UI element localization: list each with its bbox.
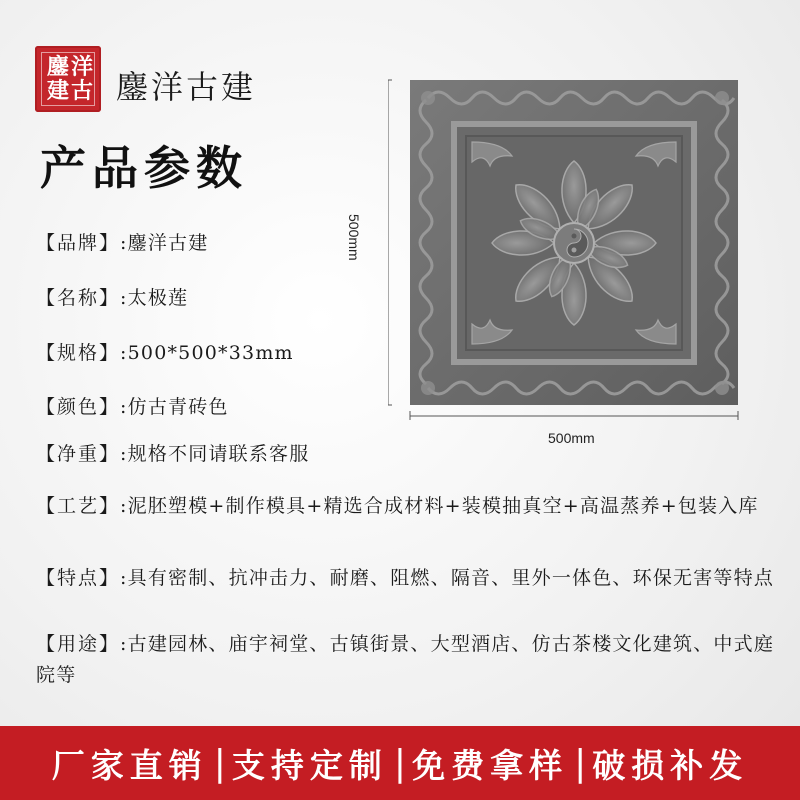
spec-label: 【用途】: [36, 633, 121, 655]
spec-value: :鏖洋古建: [120, 232, 209, 254]
spec-value: :规格不同请联系客服: [120, 443, 310, 465]
spec-label: 【颜色】: [36, 396, 121, 418]
spec-label: 【规格】: [36, 342, 121, 364]
dimension-width-label: 500mm: [548, 430, 595, 446]
spec-label: 【工艺】: [36, 495, 121, 517]
spec-row: [36, 228, 366, 259]
spec-row: [36, 439, 376, 470]
promo-banner: [0, 726, 800, 800]
spec-value: :500*500*33mm: [120, 342, 294, 364]
spec-label: 【特点】: [36, 567, 121, 589]
spec-value: :太极莲: [120, 287, 189, 309]
spec-row: [36, 392, 366, 423]
spec-row: [36, 491, 788, 522]
banner-item-free-sample: 免费拿样: [412, 745, 569, 785]
spec-row: [36, 338, 366, 369]
dimension-height-label: 500mm: [346, 214, 362, 261]
spec-row: [36, 629, 788, 691]
banner-item-direct-sale: 厂家直销: [51, 745, 208, 785]
spec-label: 【名称】: [36, 287, 121, 309]
page-title: 产品参数: [40, 141, 248, 195]
brand-name: 鏖洋古建: [116, 68, 257, 106]
seal-logo: 洋 古 鏖 建: [35, 46, 101, 112]
spec-value: :具有密制、抗冲击力、耐磨、阻燃、隔音、里外一体色、环保无害等特点: [120, 567, 775, 589]
spec-label: 【品牌】: [36, 232, 121, 254]
banner-separator: |: [393, 742, 407, 784]
product-image: [388, 60, 748, 424]
spec-value: :仿古青砖色: [120, 396, 229, 418]
spec-label: 【净重】: [36, 443, 121, 465]
spec-row: [36, 563, 788, 594]
banner-item-breakage-replace: 破损补发: [592, 745, 749, 785]
banner-separator: |: [213, 742, 226, 784]
banner-item-customize: 支持定制: [231, 745, 388, 785]
lotus-taiji-relief-icon: [388, 60, 748, 420]
spec-value: :泥胚塑模+制作模具+精选合成材料+装模抽真空+高温蒸养+包装入库: [120, 495, 759, 517]
spec-row: [36, 283, 366, 314]
banner-separator: |: [574, 742, 587, 784]
spec-value: :古建园林、庙宇祠堂、古镇街景、大型酒店、仿古茶楼文化建筑、中式庭院等: [36, 633, 775, 686]
